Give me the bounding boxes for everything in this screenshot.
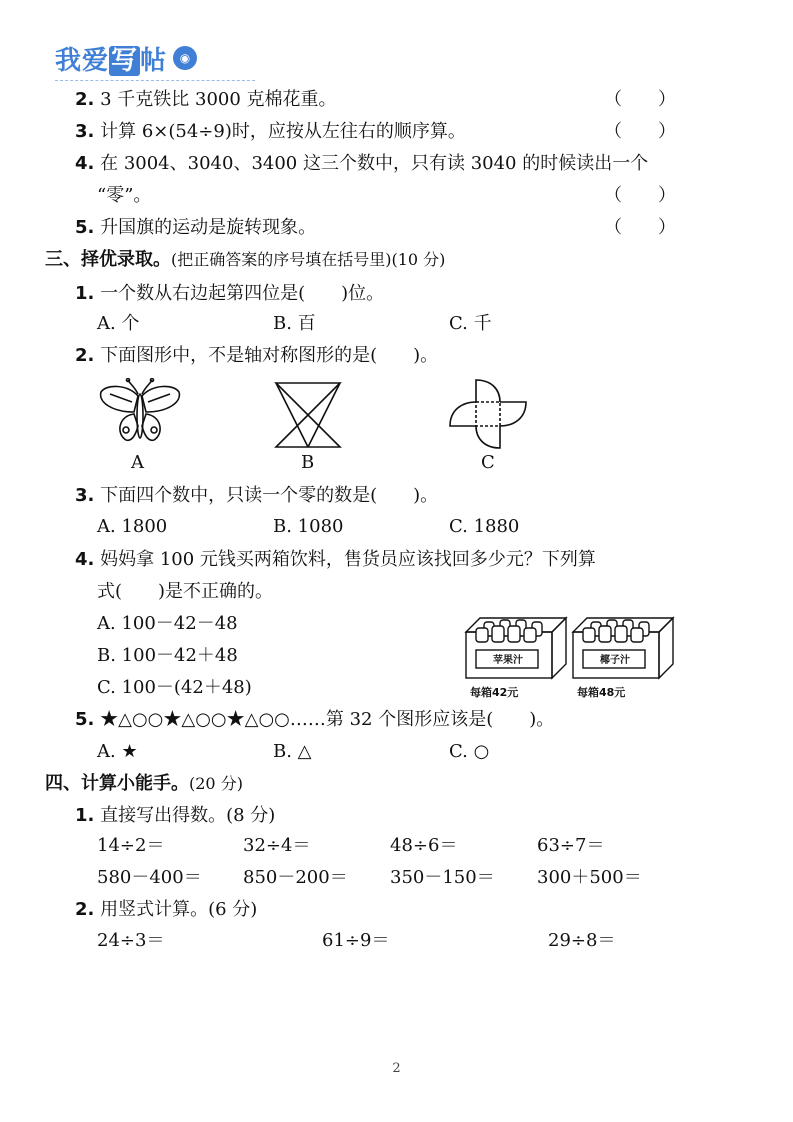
coconut-juice-price: 每箱48元	[577, 686, 626, 699]
figure-label-a[interactable]: A	[131, 452, 144, 473]
calc-item: 580－400＝	[97, 867, 202, 888]
figure-label-c[interactable]: C	[481, 452, 495, 473]
section-3-heading: 三、择优录取。(把正确答案的序号填在括号里)(10 分)	[45, 249, 446, 270]
option-c[interactable]: C. 1880	[449, 516, 520, 537]
option-c[interactable]: C. 100－(42＋48)	[97, 677, 252, 698]
q3-5: 5. ★△○○★△○○★△○○……第 32 个图形应该是( )。	[75, 709, 555, 730]
page-number: 2	[392, 1061, 401, 1076]
option-c[interactable]: C. 千	[449, 313, 492, 334]
calc-item: 300＋500＝	[537, 867, 642, 888]
calc-item: 63÷7＝	[537, 835, 605, 856]
calc-item: 48÷6＝	[390, 835, 458, 856]
q3-3: 3. 下面四个数中，只读一个零的数是( )。	[75, 485, 439, 506]
calc-item: 32÷4＝	[243, 835, 311, 856]
answer-blank[interactable]: （ ）	[604, 121, 676, 142]
pinwheel-figure	[448, 376, 528, 452]
watermark-logo	[55, 38, 197, 78]
vertical-calc-item: 61÷9＝	[322, 930, 390, 951]
q3-1: 1. 一个数从右边起第四位是( )位。	[75, 283, 385, 304]
q4-1: 1. 直接写出得数。(8 分)	[75, 805, 276, 826]
judge-item-5: 5. 升国旗的运动是旋转现象。	[75, 217, 317, 238]
coconut-juice-label: 椰子汁	[600, 655, 630, 666]
option-a[interactable]: A. 个	[97, 313, 140, 334]
judge-item-3: 3. 计算 6×(54÷9)时，应按从左往右的顺序算。	[75, 121, 466, 142]
answer-blank[interactable]: （ ）	[604, 217, 676, 238]
option-b[interactable]: B. △	[273, 741, 312, 762]
apple-juice-price: 每箱42元	[470, 686, 519, 699]
judge-item-4-cont: “零”。	[97, 185, 152, 206]
q3-2: 2. 下面图形中，不是轴对称图形的是( )。	[75, 345, 439, 366]
q3-4: 4. 妈妈拿 100 元钱买两箱饮料，售货员应该找回多少元？下列算	[75, 549, 596, 570]
apple-juice-box-icon	[462, 612, 570, 682]
calc-item: 14÷2＝	[97, 835, 165, 856]
answer-blank[interactable]: （ ）	[604, 185, 676, 206]
coconut-juice-box-icon	[569, 612, 677, 682]
option-c[interactable]: C. ○	[449, 741, 490, 762]
watermark-badge-icon: ◉	[173, 46, 197, 70]
watermark-underline	[55, 80, 255, 81]
section-4-heading: 四、计算小能手。(20 分)	[45, 773, 243, 794]
answer-blank[interactable]: （ ）	[604, 89, 676, 110]
q4-2: 2. 用竖式计算。(6 分)	[75, 899, 258, 920]
option-b[interactable]: B. 100－42＋48	[97, 645, 238, 666]
option-a[interactable]: A. ★	[97, 741, 138, 762]
calc-item: 350－150＝	[390, 867, 495, 888]
option-a[interactable]: A. 100－42－48	[97, 613, 238, 634]
q3-4-cont: 式( )是不正确的。	[97, 581, 274, 602]
butterfly-figure	[98, 378, 182, 448]
watermark-text: 我爱写帖	[55, 45, 168, 76]
judge-item-2: 2. 3 千克铁比 3000 克棉花重。	[75, 89, 337, 110]
option-a[interactable]: A. 1800	[97, 516, 168, 537]
calc-item: 850－200＝	[243, 867, 348, 888]
option-b[interactable]: B. 百	[273, 313, 316, 334]
vertical-calc-item: 24÷3＝	[97, 930, 165, 951]
figure-label-b[interactable]: B	[301, 452, 315, 473]
option-b[interactable]: B. 1080	[273, 516, 344, 537]
triangles-figure	[272, 381, 344, 449]
apple-juice-label: 苹果汁	[493, 655, 523, 666]
vertical-calc-item: 29÷8＝	[548, 930, 616, 951]
judge-item-4: 4. 在 3004、3040、3400 这三个数中，只有读 3040 的时候读出一个	[75, 153, 649, 174]
